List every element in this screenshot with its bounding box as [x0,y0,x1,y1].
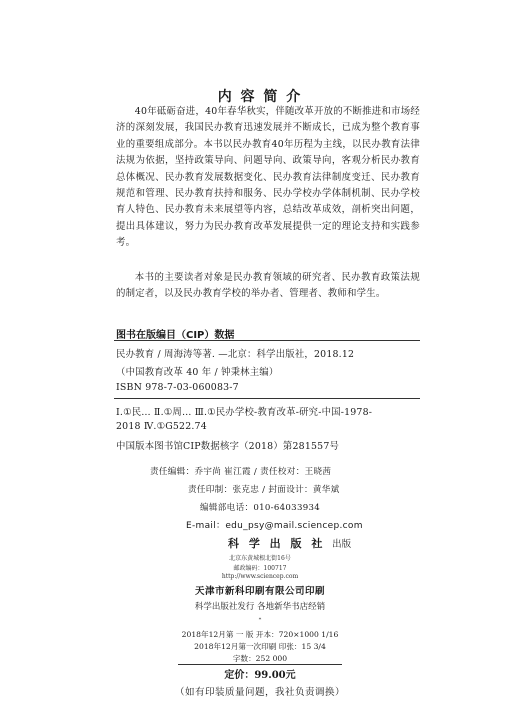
staff-editors: 责任编辑：乔宇尚 崔江霞 / 责任校对：王晓茜 [150,467,332,477]
publisher-distributor: 科学出版社发行 各地新华书店经销 [194,602,326,612]
price-rule [178,664,342,665]
publisher-postcode: 邮政编码：100717 [233,565,287,572]
staff-email: E-mail：edu_psy@mail.sciencep.com [186,521,363,531]
publisher-name-text: 科 学 出 版 社 [228,537,326,550]
intro-paragraph-2: 本书的主要读者对象是民办教育领域的研究者、民办教育政策法规的制定者，以及民办教育学校的举办者、管理者、教师和学生。 [116,272,420,300]
publisher-name [228,535,351,551]
divider-star: * [258,617,262,623]
edition-price: 定价：99.00元 [224,670,296,681]
edition-notice: （如有印装质量问题，我社负责调换） [174,687,345,698]
cip-line-6: 中国版本图书馆CIP数据核字（2018）第281557号 [116,441,340,452]
cip-heading: 图书在版编目（CIP）数据 [116,330,235,341]
cip-line-3: ISBN 978-7-03-060083-7 [116,382,239,393]
intro-title: 内 容 简 介 [217,89,303,105]
edition-line-1: 2018年12月第 一 版 开本：720×1000 1/16 [181,630,339,639]
staff-phone: 编辑部电话：010-64033934 [200,503,321,513]
publisher-address: 北京东黄城根北街16号 [229,555,291,562]
edition-line-3: 字数：252 000 [232,654,288,663]
cip-rule-top [114,340,420,341]
publisher-suffix: 出版 [332,539,352,550]
cip-line-2: （中国教育改革 40 年 / 钟秉林主编） [116,367,279,378]
cip-line-5: 2018 Ⅳ.①G522.74 [116,421,207,432]
cip-line-4: Ⅰ.①民… Ⅱ.①周… Ⅲ.①民办学校-教育改革-研究-中国-1978- [116,407,373,418]
cip-line-1: 民办教育 / 周海涛等著. —北京：科学出版社，2018.12 [116,349,355,360]
publisher-printer: 天津市新科印刷有限公司印刷 [194,586,325,597]
intro-paragraph-1: 40年砥砺奋进，40年春华秋实，伴随改革开放的不断推进和市场经济的深刻发展，我国民办教育迅速发展并不断成长，已成为整个教育事业的重要组成部分。本书以民办教育40年历程为主线，以民办教育法律法规为依据，坚持政策导向、问题导向、政策导向，客观分析民办教育总体概况、民办教育发展数据变化、民办教育法律制度变迁、民办教育规范和管理、民办教育扶持和服务、民办学校办学体制机制、民办学校育人特色、民办教育未来展望等内容，总结改革成效，剖析突出问题，提出具体建议，努力为民办教育改革发展提供一定的理论支持和实践参考。 [116,106,420,249]
cip-rule-bottom [114,398,420,399]
edition-line-2: 2018年12月第一次印刷 印张：15 3/4 [194,642,326,651]
publisher-website: http://www.sciencep.com [221,573,299,580]
staff-print-design: 责任印制：张克忠 / 封面设计：黄华斌 [188,485,340,495]
